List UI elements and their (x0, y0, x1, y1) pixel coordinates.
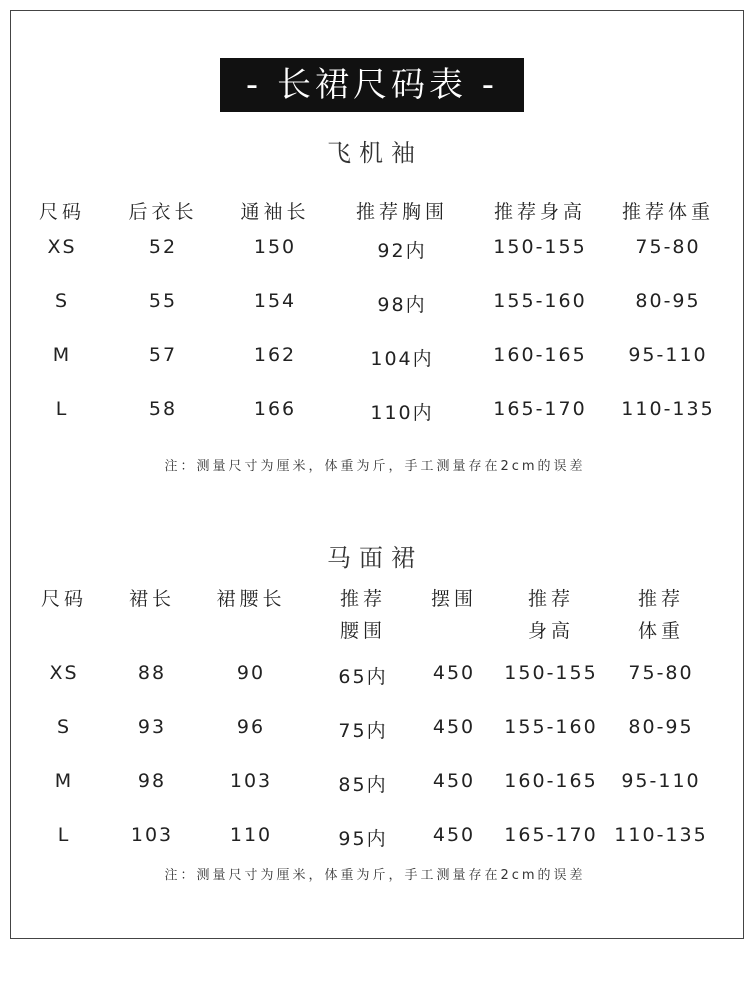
section-title-flying-sleeve: 飞机袖 (327, 139, 423, 167)
table2-header-0 (41, 583, 87, 615)
table1-cell-r1-c2: 154 (253, 290, 297, 312)
table1-header-4: 推荐身高 (493, 201, 587, 223)
table1-cell-r3-c1: 58 (148, 398, 178, 420)
table2-cell-r1-c4: 450 (432, 716, 476, 738)
table2-cell-r0-c1: 88 (137, 662, 167, 684)
page-title-banner: - 长裙尺码表 - (220, 58, 524, 112)
table1-cell-r1-c1: 55 (148, 290, 178, 312)
table2-cell-r3-c5: 165-170 (504, 824, 598, 846)
table2-cell-r1-c0: S (56, 716, 72, 738)
table2-cell-r2-c3: 85内 (338, 774, 388, 796)
table2-header-4 (431, 583, 477, 615)
table2-header-3-line-0: 推荐 (339, 588, 387, 610)
table2-cell-r0-c2: 90 (236, 662, 266, 684)
table1-cell-r2-c0: M (52, 344, 72, 366)
table1-cell-r2-c2: 162 (253, 344, 297, 366)
table1-cell-r0-c3: 92内 (377, 240, 427, 262)
table1-cell-r0-c2: 150 (253, 236, 297, 258)
table2-cell-r2-c5: 160-165 (504, 770, 598, 792)
table1-header-1: 后衣长 (128, 201, 198, 223)
table2-cell-r3-c4: 450 (432, 824, 476, 846)
table1-cell-r0-c1: 52 (148, 236, 178, 258)
table2-cell-r2-c2: 103 (229, 770, 273, 792)
table2-header-1 (129, 583, 175, 615)
table2-header-2-line-0: 裙腰长 (216, 588, 286, 610)
measurement-note-1: 注：测量尺寸为厘米，体重为斤，手工测量存在2cm的误差 (164, 459, 586, 474)
measurement-note-2: 注：测量尺寸为厘米，体重为斤，手工测量存在2cm的误差 (164, 868, 586, 883)
table2-cell-r3-c2: 110 (229, 824, 273, 846)
table2-cell-r0-c0: XS (49, 662, 79, 684)
section-title-horse-face-skirt: 马面裙 (327, 544, 423, 572)
table1-header-5: 推荐体重 (621, 201, 715, 223)
table2-header-5-line-1: 身高 (527, 620, 575, 642)
table2-cell-r2-c0: M (54, 770, 74, 792)
table2-header-5 (528, 583, 574, 647)
table2-cell-r1-c5: 155-160 (504, 716, 598, 738)
table2-cell-r2-c6: 95-110 (621, 770, 701, 792)
table2-cell-r0-c4: 450 (432, 662, 476, 684)
table2-cell-r1-c2: 96 (236, 716, 266, 738)
table1-cell-r1-c4: 155-160 (493, 290, 587, 312)
table1-header-0: 尺码 (38, 201, 86, 223)
table2-header-6-line-0: 推荐 (637, 588, 685, 610)
table1-cell-r3-c5: 110-135 (621, 398, 715, 420)
table1-cell-r2-c1: 57 (148, 344, 178, 366)
table1-cell-r3-c3: 110内 (370, 402, 434, 424)
table1-cell-r2-c4: 160-165 (493, 344, 587, 366)
table2-header-3-line-1: 腰围 (339, 620, 387, 642)
table1-cell-r1-c5: 80-95 (635, 290, 701, 312)
table2-cell-r2-c4: 450 (432, 770, 476, 792)
table2-header-2 (216, 583, 285, 615)
table2-header-4-line-0: 摆围 (430, 588, 478, 610)
table2-cell-r1-c3: 75内 (338, 720, 388, 742)
table2-cell-r3-c1: 103 (130, 824, 174, 846)
table1-cell-r3-c0: L (55, 398, 69, 420)
table2-cell-r1-c1: 93 (137, 716, 167, 738)
table2-cell-r3-c3: 95内 (338, 828, 388, 850)
table1-header-2: 通袖长 (240, 201, 310, 223)
table1-header-3: 推荐胸围 (355, 201, 449, 223)
table2-header-0-line-0: 尺码 (40, 588, 88, 610)
table2-header-1-line-0: 裙长 (128, 588, 176, 610)
table1-cell-r0-c0: XS (47, 236, 77, 258)
table2-header-6 (638, 583, 684, 647)
table2-cell-r0-c5: 150-155 (504, 662, 598, 684)
table1-cell-r0-c5: 75-80 (635, 236, 701, 258)
table1-cell-r3-c2: 166 (253, 398, 297, 420)
table2-header-5-line-0: 推荐 (527, 588, 575, 610)
table1-cell-r2-c5: 95-110 (628, 344, 708, 366)
table1-cell-r1-c3: 98内 (377, 294, 427, 316)
table1-cell-r3-c4: 165-170 (493, 398, 587, 420)
table2-header-6-line-1: 体重 (637, 620, 685, 642)
table2-cell-r2-c1: 98 (137, 770, 167, 792)
table2-cell-r1-c6: 80-95 (628, 716, 694, 738)
table1-cell-r0-c4: 150-155 (493, 236, 587, 258)
table2-cell-r0-c6: 75-80 (628, 662, 694, 684)
table1-cell-r2-c3: 104内 (370, 348, 434, 370)
table1-cell-r1-c0: S (54, 290, 70, 312)
table2-header-3 (340, 583, 386, 647)
table2-cell-r0-c3: 65内 (338, 666, 388, 688)
table2-cell-r3-c6: 110-135 (614, 824, 708, 846)
table2-cell-r3-c0: L (57, 824, 71, 846)
